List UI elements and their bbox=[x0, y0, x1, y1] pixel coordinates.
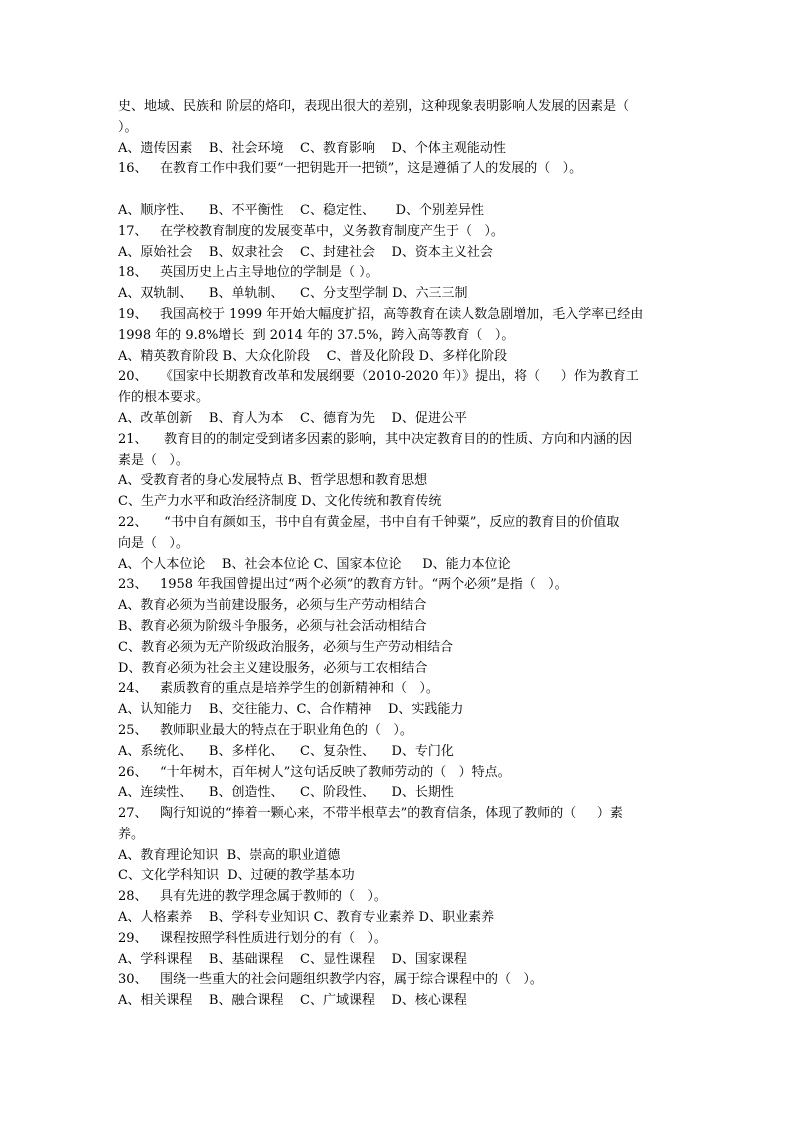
answer-options: A、精英教育阶段 B、大众化阶段 C、普及化阶段 D、多样化阶段 bbox=[118, 348, 508, 364]
answer-options: C、生产力水平和政治经济制度 D、文化传统和教育传统 bbox=[118, 494, 442, 510]
text-line: 1998 年的 9.8%增长 到 2014 年的 37.5%，跨入高等教育（ ）。 bbox=[118, 327, 515, 343]
answer-options: A、连续性、 B、创造性、 C、阶段性、 D、长期性 bbox=[118, 785, 454, 801]
question-30: 30、 围绕一些重大的社会问题组织教学内容，属于综合课程中的（ ）。 bbox=[118, 972, 543, 988]
answer-option: C、教育必须为无产阶级政治服务，必须与生产劳动相结合 bbox=[118, 639, 453, 655]
answer-options: A、学科课程 B、基础课程 C、显性课程 D、国家课程 bbox=[118, 951, 467, 967]
answer-options: A、改革创新 B、育人为本 C、德育为先 D、促进公平 bbox=[118, 410, 467, 426]
text-line: 作的根本要求。 bbox=[118, 390, 210, 406]
answer-options: A、相关课程 B、融合课程 C、广域课程 D、核心课程 bbox=[118, 993, 467, 1009]
blank-line bbox=[118, 180, 678, 201]
question-28: 28、 具有先进的教学理念属于教师的（ ）。 bbox=[118, 889, 387, 905]
question-16: 16、 在教育工作中我们要“一把钥匙开一把锁”，这是遵循了人的发展的（ ）。 bbox=[118, 161, 583, 177]
text-line: 素是（ ）。 bbox=[118, 452, 189, 468]
text-line: 史、地域、民族和 阶层的烙印，表现出很大的差别，这种现象表明影响人发展的因素是（ bbox=[118, 99, 630, 114]
answer-options: A、受教育者的身心发展特点 B、哲学思想和教育思想 bbox=[118, 473, 428, 489]
answer-option: B、教育必须为阶级斗争服务，必须与社会活动相结合 bbox=[118, 618, 427, 634]
text-line: 养。 bbox=[118, 826, 145, 842]
question-27: 27、 陶行知说的“捧着一颗心来，不带半根草去”的教育信条，体现了教师的（ ）素 bbox=[118, 806, 623, 822]
question-23: 23、 1958 年我国曾提出过“两个必须”的教育方针。“两个必须”是指（ ）。 bbox=[118, 577, 568, 593]
text-line: 向是（ ）。 bbox=[118, 535, 189, 551]
answer-option: A、教育必须为当前建设服务，必须与生产劳动相结合 bbox=[118, 598, 427, 614]
question-21: 21、 教育目的的制定受到诸多因素的影响，其中决定教育目的的性质、方向和内涵的因 bbox=[118, 431, 633, 447]
question-17: 17、 在学校教育制度的发展变革中，义务教育制度产生于（ ）。 bbox=[118, 223, 504, 239]
question-22: 22、 “书中自有颜如玉，书中自有黄金屋，书中自有千钟粟”，反应的教育目的价值取 bbox=[118, 514, 620, 530]
answer-options: A、个人本位论 B、社会本位论 C、国家本位论 D、能力本位论 bbox=[118, 556, 511, 572]
question-26: 26、 “十年树木，百年树人”这句话反映了教师劳动的（ ）特点。 bbox=[118, 764, 511, 780]
answer-options: A、教育理论知识 B、崇高的职业道德 bbox=[118, 847, 341, 863]
text-line: ）。 bbox=[118, 119, 138, 135]
answer-options: A、顺序性、 B、不平衡性 C、稳定性、 D、个别差异性 bbox=[118, 202, 485, 218]
answer-options: A、系统化、 B、多样化、 C、复杂性、 D、专门化 bbox=[118, 743, 454, 759]
answer-options: A、原始社会 B、奴隶社会 C、封建社会 D、资本主义社会 bbox=[118, 244, 493, 260]
document-body bbox=[118, 97, 678, 1012]
question-24: 24、 素质教育的重点是培养学生的创新精神和（ ）。 bbox=[118, 681, 439, 697]
question-25: 25、 教师职业最大的特点在于职业角色的（ ）。 bbox=[118, 722, 413, 738]
answer-option: D、教育必须为社会主义建设服务，必须与工农相结合 bbox=[118, 660, 428, 676]
question-19: 19、 我国高校于 1999 年开始大幅度扩招，高等教育在读人数急剧增加，毛入学率已经由 bbox=[118, 306, 644, 322]
question-20: 20、 《国家中长期教育改革和发展纲要（2010-2020 年）》提出，将（ ）作为教育工 bbox=[118, 369, 639, 385]
question-29: 29、 课程按照学科性质进行划分的有（ ）。 bbox=[118, 930, 387, 946]
answer-options: A、认知能力 B、交往能力、C、合作精神 D、实践能力 bbox=[118, 702, 464, 718]
answer-options: C、文化学科知识 D、过硬的教学基本功 bbox=[118, 868, 355, 884]
answer-options: A、遗传因素 B、社会环境 C、教育影响 D、个体主观能动性 bbox=[118, 140, 506, 156]
answer-options: A、人格素养 B、学科专业知识 C、教育专业素养 D、职业素养 bbox=[118, 910, 495, 926]
answer-options: A、双轨制、 B、单轨制、 C、分支型学制 D、六三三制 bbox=[118, 286, 468, 302]
question-18: 18、 英国历史上占主导地位的学制是（ ）。 bbox=[118, 265, 379, 281]
